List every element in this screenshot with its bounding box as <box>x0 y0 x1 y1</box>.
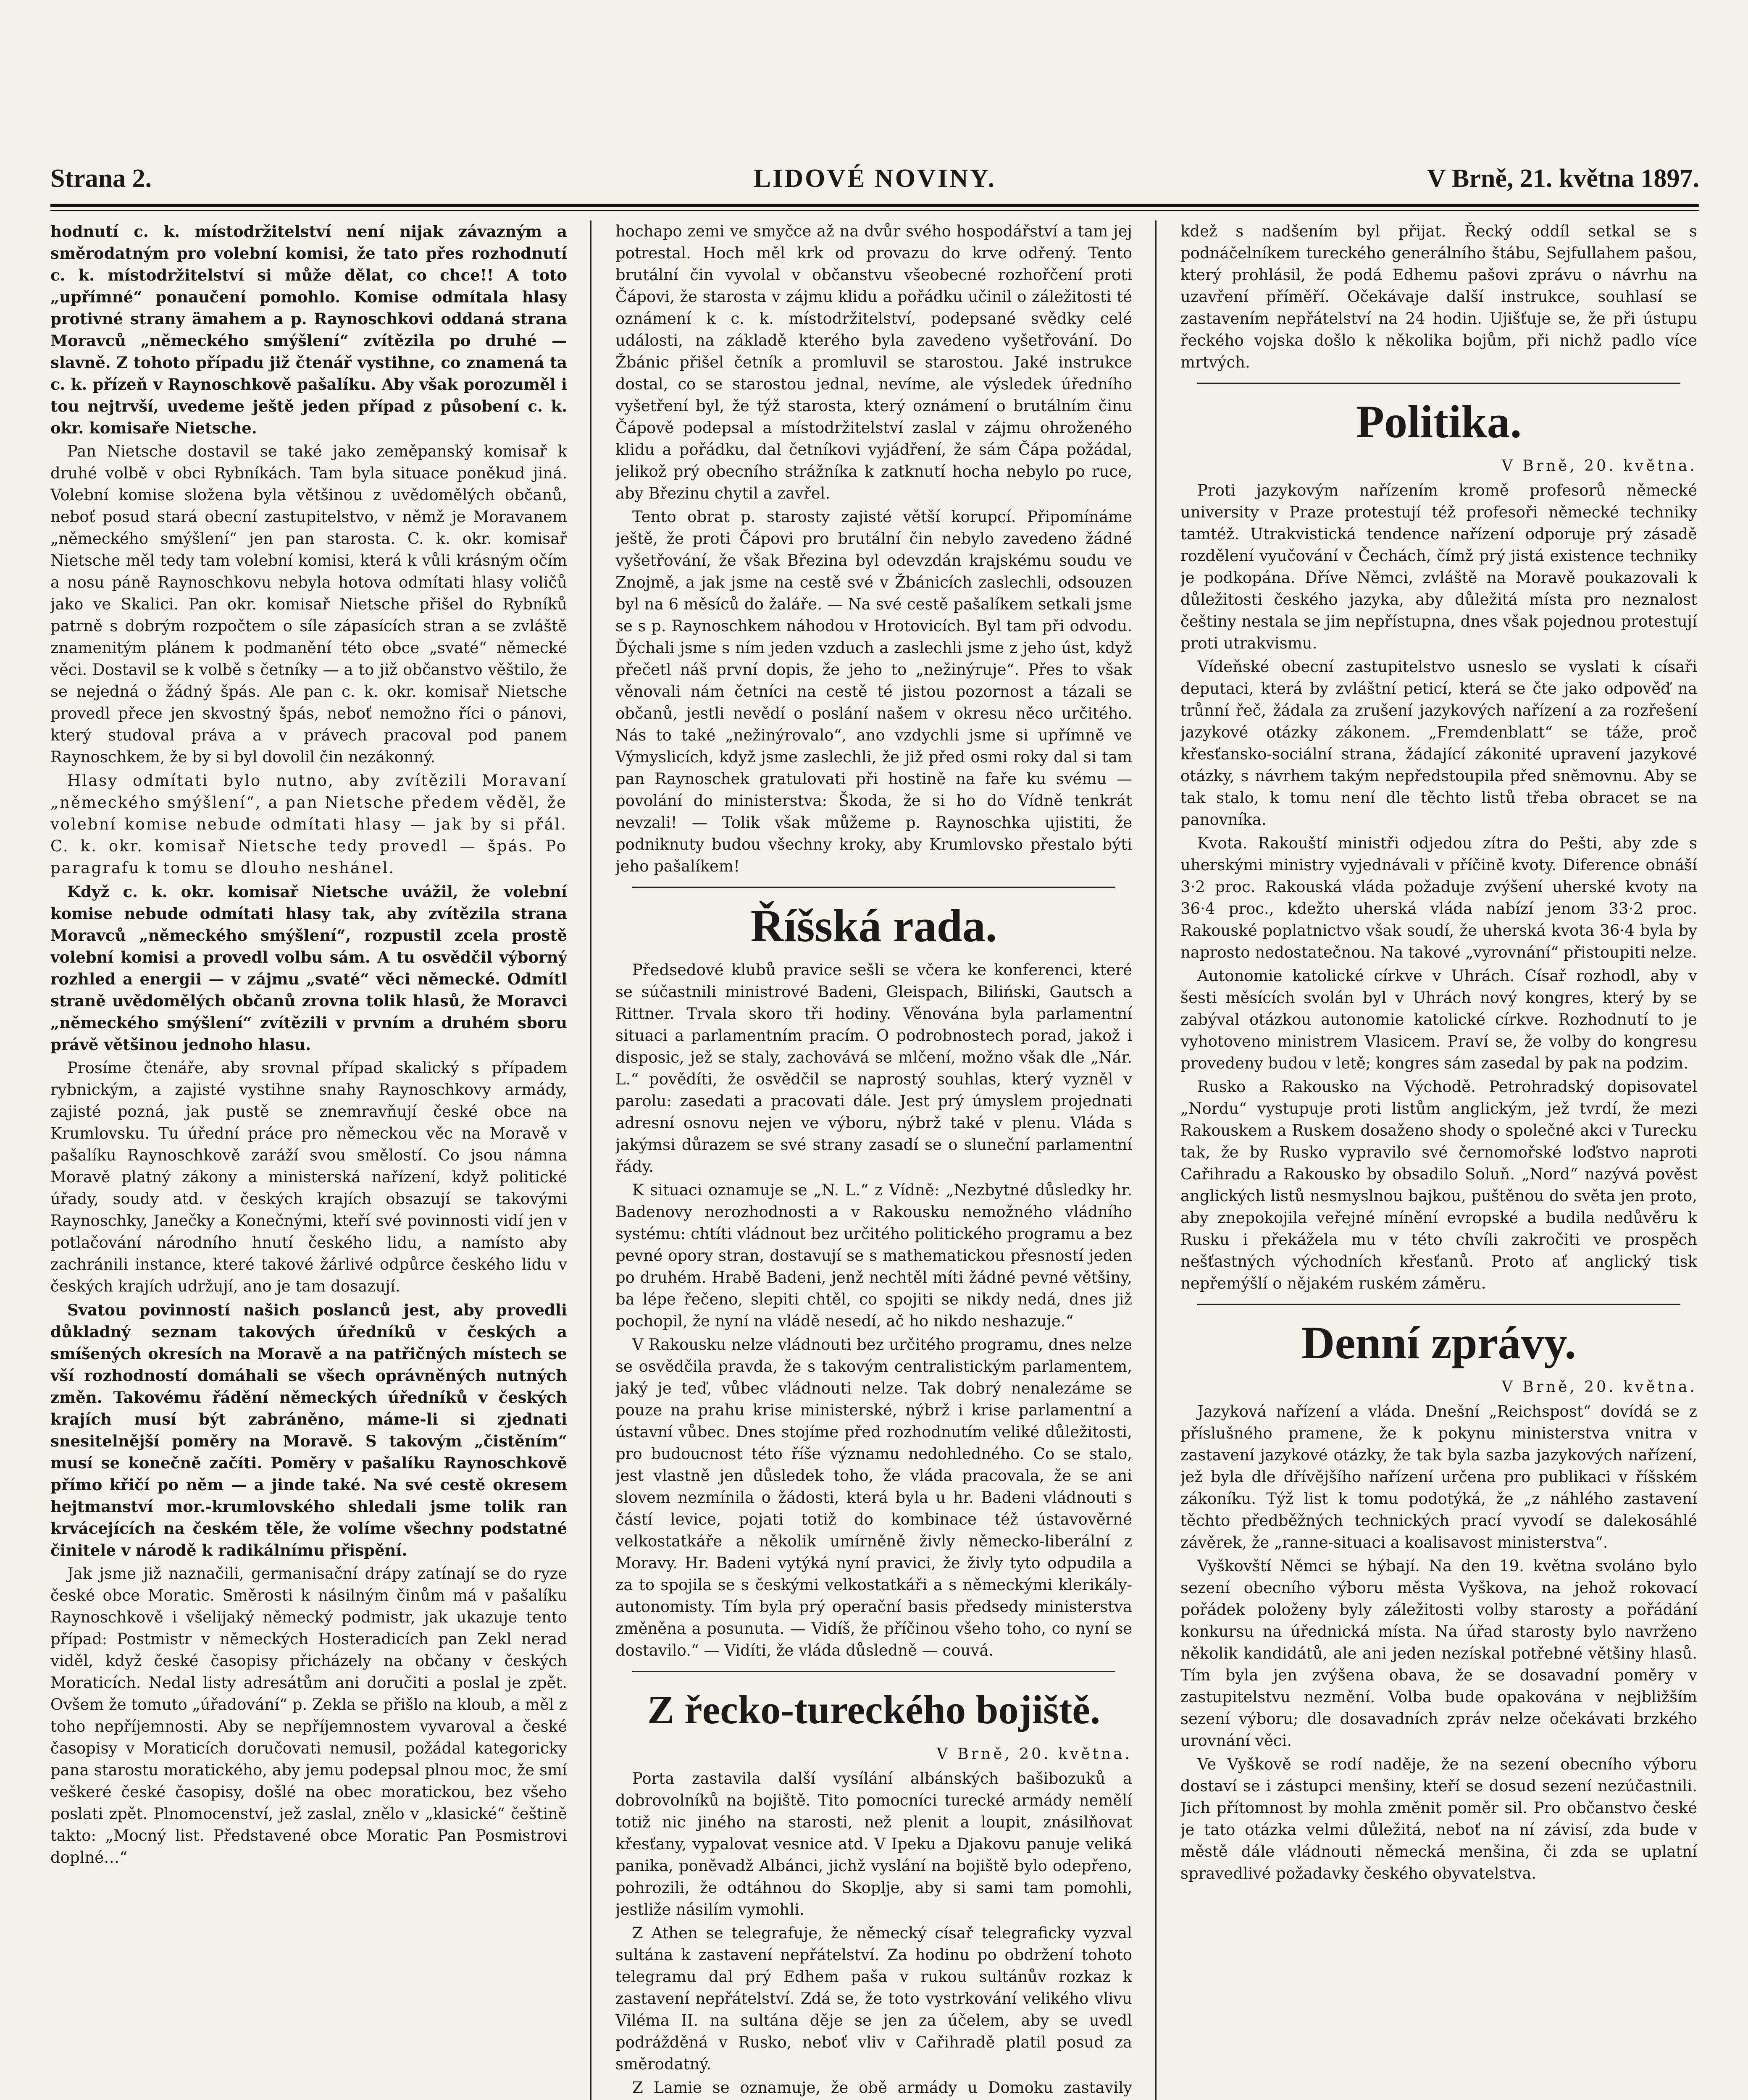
article-continuation: kdež s nadšením byl přijat. Řecký oddíl setkal se s podnáčelníkem tureckého generálního štábu, Sejfullahem pašou, který prohlásil, že podá Edhemu pašovi zprávu o návrhu na uzavření příměří. Očekávaje další instrukce, souhlasí se zastavením nepřátelství na 24 hodin. Ujišťuje se, že při ústupu řeckého vojska došlo k několika bojům, při nichž padlo více mrtvých. <box>1180 222 1697 371</box>
section-rule <box>632 887 1115 888</box>
section-title-risska-rada: Říšská rada. <box>750 900 997 951</box>
header-rule <box>50 204 1699 207</box>
newspaper-page <box>50 109 1699 2100</box>
column-3 <box>1180 220 1697 2100</box>
column-divider <box>590 220 591 2100</box>
dateline: V Brně, 20. května. <box>1501 457 1697 475</box>
section-title-bojiste: Z řecko-tureckého bojiště. <box>647 1687 1101 1732</box>
article-paragraph: Tento obrat p. starosty zajisté větší korupcí. Připomínáme ještě, že proti Čápovi pro brutální čin nebylo zavedeno žádné vyšetřování, že však Březina byl odevzdán krajskému soudu ve Znojmě, a jak jsme na cestě své v Žbánicích zaslechli, odsouzen byl na 6 měsíců do žaláře. — Na své cestě pašalíkem setkali jsme se s p. Raynoschkem náhodou v Hrotovicích. Byl tam při odvodu. Ďýchali jsme s ním jeden vzduch a zaslechli jsme z jeho úst, když přečetl náš první dopis, že jeho to „nežinýruje“. Přes to však věnovali nám četníci na cestě té jistou pozornost a tázali se občanů, jestli nevědí o poslání našem v okresu něco určitého. Nás to také „nežinýrovalo“, ano vzdychli jsme si upřímně ve Výmyslicích, když jsme zaslechli, že již před osmi roky dal si tam pan Raynoschek gratulovati při hostině na faře ku svému — povolání do ministerstva: Škoda, že si ho do Vídně tenkrát nevzali! — Tolik však můžeme p. Raynoschka ujistiti, že podniknuty budou všechny kroky, aby Krumlovsko přestalo býti jeho pašalíkem! <box>615 508 1132 875</box>
column-1 <box>50 220 567 2100</box>
article-paragraph: Porta zastavila další vysílání albánských bašibozuků a dobrovolníků na bojiště. Tito pomocníci turecké armády nemělí totiž nic jiného na starosti, než plenit a loupit, znásilňovat křesťany, vypalovat vesnice atd. V Ipeku a Djakovu panuje veliká panika, poněvadž Albánci, jichž vyslání na bojiště bylo odepřeno, pohrozili, že odtáhnou do Skoplje, aby si sami tam pomohli, jestliže násilím vymohli. <box>615 1769 1132 1919</box>
page-number: Strana 2. <box>50 164 152 193</box>
article-paragraph: Jazyková nařízení a vláda. Dnešní „Reichspost“ dovídá se z příslušného pramene, že k pokynu ministerstva vnitra v zastavení jazykové otázky, že tak byla sazba jazykových nařízení, jež byla dle dřívějšího nařízení určena pro publikaci v říšském zákoníku. Týž list k tomu podotýká, že „z náhlého zastavení těchto předběžných technických prací vyvodí se dalekosáhlé závěrek, že „ranne-situaci a koalisavost ministerstva“. <box>1180 1402 1697 1551</box>
column-divider <box>1155 220 1157 2100</box>
article-paragraph: Kvota. Rakouští ministři odjedou zítra do Pešti, aby zde s uherskými ministry vyjednávali v příčině kvoty. Diference obnáší 3·2 proc. Rakouská vláda požaduje zvýšení uherské kvoty na 36·4 proc., kdežto uherská vláda nabízí jenom 33·2 proc. Rakouské poplatnictvo však soudí, že uherská kvota 36·4 byla by naprosto nedostatečnou. Na takové „vyrovnání“ přistoupiti nelze. <box>1180 834 1697 961</box>
article-paragraph-bold: Když c. k. okr. komisař Nietsche uvážil, že volební komise nebude odmítati hlasy tak, aby zvítězila strana Moravců „německého smýšlení“, rozpustil zcela prostě volební komisi a provedl volbu sám. A tu osvědčil výborný rozhled a energii — v zájmu „svaté“ věci německé. Odmítl straně uvědomělých občanů zrovna tolik hlasů, že Moravci „německého smýšlení“ zvítězili v prvním a druhém sboru právě většinou jednoho hlasu. <box>50 882 567 1054</box>
masthead-title: LIDOVÉ NOVINY. <box>753 164 996 193</box>
article-paragraph: Vídeňské obecní zastupitelstvo usneslo se vyslati k císaři deputaci, která by zvláštní peticí, která se čte jako odpověď na trůnní řeč, žádala za zrušení jazykových nařízení a za rozřešení jazykové otázky zákonem. „Fremdenblatt“ se táže, proč křesťansko-sociální strana, žádající zákonité upravení jazykové otázky, s návrhem takým nepředstoupila před sněmovnu. Aby se tak stalo, k tomu není dle těchto listů třeba obracet se na panovníka. <box>1180 658 1697 829</box>
article-paragraph: Předsedové klubů pravice sešli se včera ke konferenci, které se súčastnili ministrové Badeni, Gleispach, Biliński, Gautsch a Rittner. Trvala skoro tři hodiny. Věnována byla parlamentní situaci a parlamentním pracím. O podrobnostech porad, jakož i disposic, jež se staly, zachovává se mlčení, možno však dle „Nár. L.“ povědíti, že osvědčil se naprostý souhlas, který vyzněl v parolu: zasedati a pracovati dále. Jest prý úmyslem projednati adresní osnovu nejen ve výboru, nýbrž také v plenu. Vláda s jakýmsi důrazem se své strany zasadí se o sluneční parlamentní řády. <box>615 961 1132 1176</box>
article-paragraph: Vyškovští Němci se hýbají. Na den 19. května svoláno bylo sezení obecního výboru města Vyškova, na jehož rokovací pořádek položeny byly záležitosti volby starosty a pořádání konkursu na úřednická místa. Na úřad starosty bylo navrženo několik kandidátů, ale ani jeden nezískal potřebné většiny hlasů. Tím byla jen zvýšena obava, že se dosavadní poměry v zastupitelstvu nezmění. Volba bude opakována v nejbližším sezení výboru; dle dosavadních zpráv nelze očekávati brzkého urovnání věci. <box>1180 1557 1697 1750</box>
section-title-politika: Politika. <box>1356 396 1522 447</box>
article-continuation: hodnutí c. k. místodržitelství není nijak závazným a směrodatným pro volební komisi, že tato přes rozhodnutí c. k. místodržitelství si může dělat, co chce!! A toto „upřímné“ ponaučení pomohlo. Komise odmítala hlasy protivné strany ämahem a p. Raynoschkovi oddaná strana Moravců „německého smýšlení“ zvítězila po druhé — slavně. Z tohoto případu již čtenář vystihne, co znamená ta c. k. přízeň v Raynoschkově pašalíku. Aby však porozuměl i tou nejtrvší, uvedeme ještě jeden případ z působení c. k. okr. komisaře Nietsche. <box>50 222 567 437</box>
article-paragraph: Ve Vyškově se rodí naděje, že na sezení obecního výboru dostaví se i zástupci menšiny, kteří se dosud sezení nezúčastnili. Jich přítomnost by mohla změnit poměr sil. Pro občanstvo české je tato otázka velmi důležitá, neboť na ní závisí, zda bude v městě dále vládnouti německá menšina, či zda se uplatní spravedlivé požadavky českého obyvatelstva. <box>1180 1755 1697 1882</box>
article-paragraph-bold: Svatou povinností našich poslanců jest, aby provedli důkladný seznam takových úředníků v českých a smíšených okresích na Moravě a na patřičných místech se vší rozhodností domáhali se všech oprávněných nutných změn. Takovému řádění německých úředníků v českých krajích musí být zabráněno, máme-li si zjednati snesitelnější poměry na Moravě. S takovým „čistěním“ musí se konečně začíti. Poměry v pašalíku Raynoschkově přímo křičí po něm — a jinde také. Na své cestě okresem hejtmanství mor.-krumlovského shledali jsme tolik ran krvácejících na českém těle, že volíme všechny podstatné činitele v národě k radikálnímu přispění. <box>50 1301 567 1559</box>
article-paragraph: Jak jsme již naznačili, germanisační drápy zatínají se do ryze české obce Moratic. Směrosti k násilným činům má v pašalíku Raynoschkově i všelijaký německý podmistr, jak ukazuje tento případ: Postmistr v německých Hosteradicích pan Zekl nerad viděl, když české časopisy přicházely na občany v českých Moraticích. Nedal listy adresátům ani doručiti a poslal je zpět. Ovšem že tomuto „úřadování“ p. Zekla se přišlo na kloub, a měl z toho nepříjemnosti. Aby se nepříjemnostem vyvaroval a české časopisy v Moraticích doručovati nemusil, požádal kategoricky pana starostu moratického, aby jemu podepsal plnou moc, že smí veškeré české časopisy, došlé na obec moratickou, bez všeho poslati zpět. Plnomocenství, jež zaslal, znělo v „klasické“ češtině takto: „Mocný list. Představené obce Moratic Pan Posmistrovi doplné…“ <box>50 1564 567 1866</box>
article-paragraph: Z Athen se telegrafuje, že německý císař telegraficky vyzval sultána k zastavení nepřátelství. Za hodinu po obdržení tohoto telegramu dal prý Edhem paša v rukou sultánův rozkaz k zastavení nepřátelství. Zdá se, že toto vystrkování velikého vlivu Viléma II. na sultána děje se jen za účelem, aby se uvedl podrážděná v Rusko, neboť vliv v Cařihradě platil posud za směrodatný. <box>615 1924 1132 2073</box>
article-paragraph: Hlasy odmítati bylo nutno, aby zvítězili Moravaní „německého smýšlení“, a pan Nietsche předem věděl, že volební komise nebude odmítati hlasy — jak by si přál. C. k. okr. komisař Nietsche tedy provedl — špás. Po paragrafu k tomu se dlouho neshánel. <box>50 772 567 877</box>
article-paragraph: Prosíme čtenáře, aby srovnal případ skalický s případem rybnickým, a zajisté vystihne snahy Raynoschkovy armády, zajisté pozná, jak pustě se znemravňují české obce na Krumlovsku. Tu úřední práce pro německou věc na Moravě v pašalíku Raynoschkově zaráží svou smělostí. Co jsou námna Moravě platný zákony a ministerská nařízení, když politické úřady, soudy atd. v českých krajích obsazují se takovými Raynoschky, Janečky a Konečnými, kteří své povinnosti vidí jen v potlačování národního hnutí českého lidu, a namísto aby zachránili instance, které takové žárlivé odpůrce českého lidu v českých krajích udržují, ano je tam dosazují. <box>50 1059 567 1295</box>
section-rule <box>632 1671 1115 1672</box>
section-rule <box>1197 1304 1680 1305</box>
issue-date: V Brně, 21. května 1897. <box>1427 164 1699 193</box>
article-continuation: hochapo zemi ve smyčce až na dvůr svého hospodářství a tam jej potrestal. Hoch měl krk od provazu do krve odřený. Tento brutální čin vyvolal v občanstvu všeobecné rozhořčení proti Čápovi, že starosta v zájmu klidu a pořádku učinil o záležitosti té oznámení k c. k. místodržitelství, podepsané svědky celé události, na základě kterého byla zavedeno vyšetřování. Do Žbánic přišel četník a promluvil se starostou. Jaké instrukce dostal, co se starostou jednal, nevíme, ale výsledek úředního vyšetření byl, že týž starosta, který oznámení o brutálním činu Čápově podepsal a místodržitelství zaslal v zájmu ohroženého klidu a pořádku, dal četníkovi vyjádření, že sám Čápa požádal, jelikož prý obecního strážníka k zatknutí hocha nebylo po ruce, aby Březinu chytil a zavřel. <box>615 222 1132 502</box>
column-2 <box>615 220 1132 2100</box>
dateline: V Brně, 20. května. <box>1501 1378 1697 1396</box>
dateline: V Brně, 20. května. <box>936 1746 1132 1763</box>
page-header <box>50 164 1699 206</box>
article-paragraph: Rusko a Rakousko na Východě. Petrohradský dopisovatel „Nordu“ vystupuje proti listům anglickým, jež tvrdí, že mezi Rakouskem a Ruskem dosaženo shody o společné akci v Turecku tak, že by Rusko vypravilo své černomořské loďstvo naproti Cařihradu a Rakousko by obsadilo Soluň. „Nord“ nazývá pověst anglických listů nesmyslnou bajkou, puštěnou do světa jen proto, aby znepokojila veřejné mínění evropské a budila nedůvěru k Rusku i překážela mu v této chvíli zakročiti ve prospěch nešťastných východních křesťanů. Proto ať anglický tisk nepřemýšlí o nějakém ruském záměru. <box>1180 1078 1697 1292</box>
article-paragraph: Z Lamie se oznamuje, že obě armády u Domoku zastavily <box>632 2079 1132 2097</box>
section-rule <box>1197 383 1680 384</box>
article-paragraph: Autonomie katolické církve v Uhrách. Císař rozhodl, aby v šesti měsících svolán byl v Uhrách nový kongres, který by se zabýval otázkou autonomie katolické církve. Rozhodnutí to je vyhotoveno ministrem Vlasicem. Praví se, že volby do kongresu provedeny budou v letě; kongres sám zasedal by pak na podzim. <box>1180 967 1697 1072</box>
article-paragraph: V Rakousku nelze vládnouti bez určitého programu, dnes nelze se osvědčila pravda, že s takovým centralistickým parlamentem, jaký je teď, vůbec vládnouti nelze. Tak dobrý nenalezáme se pouze na prahu krise ministerské, nýbrž i krise parlamentní a ústavní vůbec. Dnes stojíme před rozhodnutím veliké důležitosti, pro budoucnost této říše významu nedohledného. Co se stalo, jest vlastně jen důsledek toho, že vláda pracovala, že se ani slovem nezmínila o žádosti, která byla u hr. Badeni vládnouti s částí levice, pojati totiž do kombinace též ústavověrné velkostatkáře a několik umírněně živly německo-liberální z Moravy. Hr. Badeni vytýká nyní pravici, že živly tyto odpudila a za to spojila se s českými velkostatkáři a s německými klerikály-autonomisty. Tím byla prý operační basis předsedy ministerstva změněna a posunuta. — Vidíš, že příčinou všeho toho, co nyní se dostavilo.“ — Vidíti, že vláda důsledně — couvá. <box>615 1336 1132 1659</box>
article-paragraph: Proti jazykovým nařízením kromě profesorů německé university v Praze protestují též profesoři německé techniky tamtéž. Utrakvistická tendence nařízení odporuje prý zásadě rozdělení vyučování v Čechách, čímž prý jistá existence techniky je podkopána. Dříve Němci, zvláště na Moravě poukazovali k důležitosti českého jazyka, aby důležitá místa pro neznalost češtiny nestala se jim nepřístupna, dnes však pojednou protestují proti utrakvismu. <box>1180 481 1697 652</box>
article-paragraph: K situaci oznamuje se „N. L.“ z Vídně: „Nezbytné důsledky hr. Badenovy nerozhodnosti a v Rakousku nemožného vládního systému: chtíti vládnout bez určitého politického programu a bez pevné opory stran, dostavují se s mathematickou přesností jeden po druhém. Hrabě Badeni, jenž nechtěl míti žádné pevné většiny, ba lépe řečeno, slepiti chtěl, co spojiti se nikdy nedá, dnes již pochopil, že nyní na vládě nesedí, ač ho nikdo neshazuje.“ <box>615 1181 1132 1330</box>
article-paragraph: Pan Nietsche dostavil se také jako zeměpanský komisař k druhé volbě v obci Rybníkách. Tam byla situace poněkud jiná. Volební komise složena byla většinou z uvědomělých občanů, neboť posud stará obecní zastupitelstvo, v němž je Moravanem „německého smýšlení“ jen pan starosta. C. k. okr. komisař Nietsche měl tedy tam volební komisi, která k vůli krásným očím a nosu páně Raynoschkovu nebyla hotova odmítati hlasy voličů jako ve Skalici. Pan okr. komisař Nietsche přišel do Rybníků patrně s dobrým rozpočtem o síle zápasících stran a se zvláště znamenitým plánem k podmanění této obce „svaté“ německé věci. Dostavil se k volbě s četníky — a to již občanstvo věštilo, že se nejedná o žádný špás. Ale pan c. k. okr. komisař Nietsche provedl přece jen skvostný špás, neboť nemožno říci o pánovi, který studoval práva a v právech pracoval pod panem Raynoschkem, že by si byl dovolil čin nezákonný. <box>50 442 567 766</box>
section-title-denni-zpravy: Denní zprávy. <box>1301 1317 1576 1368</box>
header-rule-thin <box>50 210 1699 211</box>
